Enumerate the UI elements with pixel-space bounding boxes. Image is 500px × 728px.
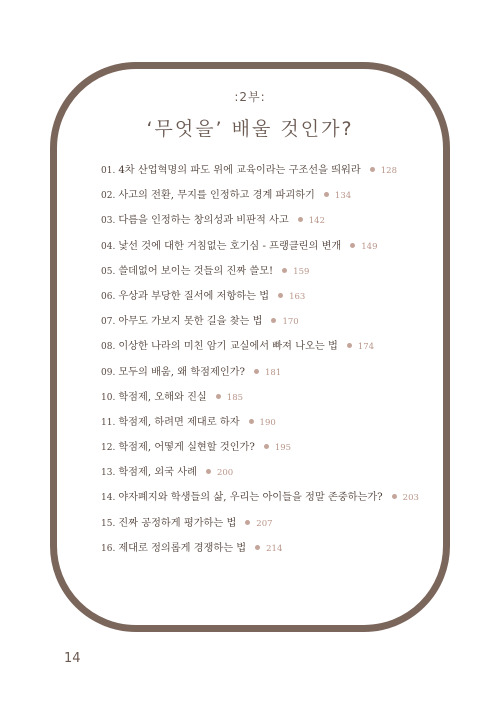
bullet-dot-icon — [254, 369, 259, 374]
toc-entry-title: 우상과 부당한 질서에 저항하는 법 — [118, 290, 270, 302]
toc-entry-number: 05. — [101, 266, 116, 277]
toc-entry-page: 134 — [334, 191, 352, 202]
toc-entry-page: 181 — [265, 367, 282, 378]
toc-entry-title: 진짜 공정하게 평가하는 법 — [118, 517, 237, 529]
toc-entry[interactable] — [101, 460, 451, 485]
toc-entry-page: 149 — [361, 241, 378, 252]
toc-entry-number: 01. — [101, 166, 116, 176]
toc-entry-number: 04. — [101, 241, 116, 252]
toc-entry[interactable] — [101, 511, 451, 536]
bullet-dot-icon — [245, 520, 250, 525]
bullet-dot-icon — [370, 167, 375, 172]
bullet-dot-icon — [392, 494, 397, 499]
toc-entry-page: 163 — [289, 291, 306, 302]
toc-entry[interactable] — [101, 485, 451, 510]
toc-entry[interactable] — [101, 234, 451, 259]
toc-entry-page: 174 — [357, 342, 375, 353]
bullet-dot-icon — [206, 469, 211, 474]
bullet-dot-icon — [278, 293, 283, 298]
toc-entry-number: 12. — [101, 443, 116, 454]
toc-entry-number: 14. — [101, 493, 116, 504]
bullet-dot-icon — [216, 394, 221, 399]
bullet-dot-icon — [350, 243, 355, 248]
toc-entry-title: 이상한 나라의 미친 암기 교실에서 빠져 나오는 법 — [118, 341, 338, 353]
toc-entry-page: 185 — [226, 392, 244, 403]
bullet-dot-icon — [298, 217, 303, 222]
bullet-dot-icon — [324, 192, 329, 197]
toc-entry-title: 학점제, 오해와 진실 — [118, 391, 207, 403]
part-title: ‘무엇을’ 배울 것인가? — [146, 118, 354, 140]
toc-entry[interactable] — [101, 536, 451, 561]
toc-entry-page: 170 — [282, 317, 299, 328]
toc-entry-title: 제대로 정의롭게 경쟁하는 법 — [118, 542, 247, 554]
toc-entry[interactable] — [101, 284, 451, 309]
toc-entry-number: 16. — [101, 543, 116, 554]
bullet-dot-icon — [347, 343, 352, 348]
toc-entry-title: 야자폐지와 학생들의 삶, 우리는 아이들을 정말 존중하는가? — [118, 492, 383, 504]
bullet-dot-icon — [249, 419, 254, 424]
toc-entry-page: 214 — [266, 543, 283, 554]
bullet-dot-icon — [271, 318, 276, 323]
toc-entry[interactable] — [101, 385, 451, 410]
toc-entry-title: 낯선 것에 대한 거침없는 호기심 - 프랭클린의 변개 — [118, 240, 342, 252]
toc-entry-page: 190 — [259, 417, 276, 428]
toc-entry[interactable] — [101, 435, 451, 460]
toc-entry-page: 207 — [256, 518, 273, 529]
toc-entry-page: 203 — [402, 493, 419, 504]
toc-entry-number: 10. — [101, 392, 116, 403]
toc-entry-title: 모두의 배움, 왜 학점제인가? — [118, 366, 245, 378]
toc-entry-number: 08. — [101, 342, 116, 353]
toc-entry-number: 15. — [101, 518, 116, 529]
page-number: 14 — [64, 651, 81, 666]
toc-entry-title: 학점제, 어떻게 실현할 것인가? — [118, 442, 255, 454]
toc-entry-title: 학점제, 하려면 제대로 하자 — [118, 416, 240, 428]
toc-entry-page: 159 — [293, 266, 310, 277]
toc-entry-page: 142 — [308, 216, 325, 227]
toc-entry[interactable] — [101, 334, 451, 359]
toc-entry-title: 4차 산업혁명의 파도 위에 교육이라는 구조선을 띄워라 — [118, 165, 361, 176]
toc-entry-number: 11. — [101, 417, 116, 428]
toc-entry-number: 03. — [101, 216, 116, 227]
part-label: :2부: — [234, 90, 266, 104]
toc-entry-title: 쓸데없어 보이는 것들의 진짜 쓸모! — [118, 265, 274, 277]
toc-entry-title: 아무도 가보지 못한 길을 찾는 법 — [118, 316, 263, 328]
toc-entry[interactable] — [101, 208, 451, 233]
toc-entry-number: 09. — [101, 367, 116, 378]
toc-entry[interactable] — [101, 410, 451, 435]
toc-entry-number: 02. — [101, 191, 116, 202]
toc-entry-title: 사고의 전환, 무지를 인정하고 경계 파괴하기 — [118, 190, 315, 202]
toc-entry[interactable] — [101, 183, 451, 208]
toc-entry[interactable] — [101, 360, 451, 385]
toc-entry-page: 128 — [380, 166, 397, 176]
table-of-contents — [101, 158, 451, 561]
bullet-dot-icon — [255, 545, 260, 550]
bullet-dot-icon — [282, 268, 287, 273]
toc-entry-number: 13. — [101, 468, 116, 479]
toc-entry-title: 학점제, 외국 사례 — [118, 467, 197, 479]
toc-entry-page: 195 — [274, 443, 292, 454]
toc-entry[interactable] — [101, 158, 451, 183]
toc-entry[interactable] — [101, 259, 451, 284]
toc-entry-number: 07. — [101, 317, 116, 328]
toc-entry-title: 다름을 인정하는 창의성과 비판적 사고 — [118, 215, 289, 227]
toc-entry-number: 06. — [101, 291, 116, 302]
toc-entry[interactable] — [101, 309, 451, 334]
toc-entry-page: 200 — [216, 468, 234, 479]
bullet-dot-icon — [264, 444, 269, 449]
